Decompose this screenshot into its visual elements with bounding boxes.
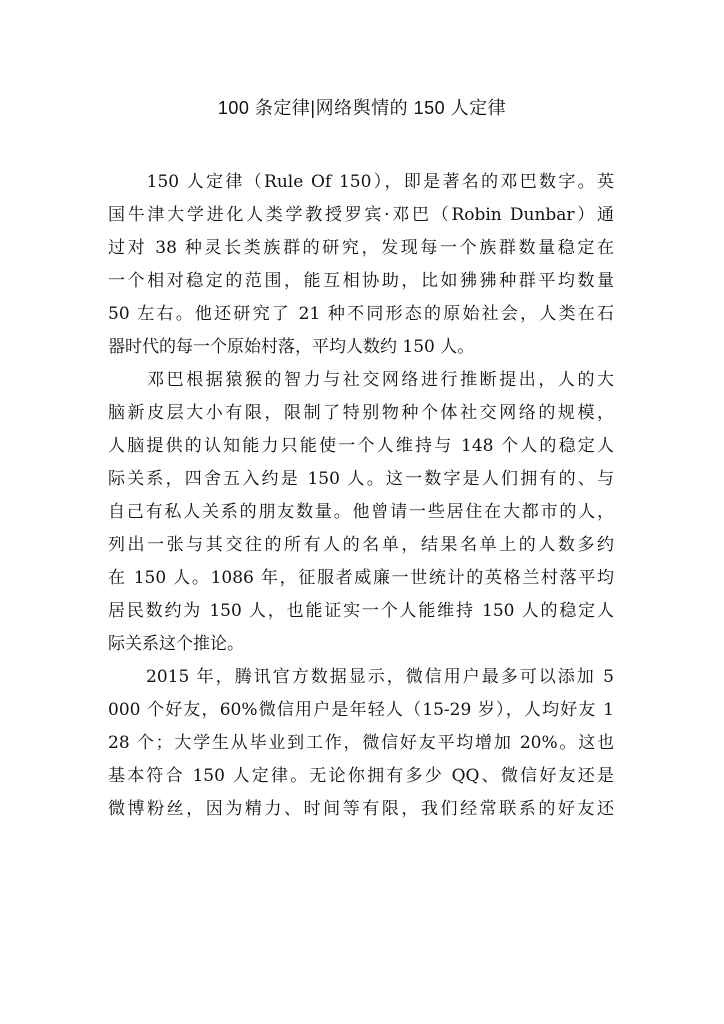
text-line: 人脑提供的认知能力只能使一个人维持与 148 个人的稳定人 — [108, 436, 614, 456]
text-line: 际关系这个推论。 — [108, 634, 244, 654]
text-line: 国牛津大学进化人类学教授罗宾·邓巴（Robin Dunbar）通 — [108, 205, 614, 225]
document-title: 100 条定律|网络舆情的 150 人定律 — [217, 98, 507, 118]
text-line: 一个相对稳定的范围，能互相协助，比如狒狒种群平均数量 — [108, 271, 614, 291]
text-line: 28 个；大学生从毕业到工作，微信好友平均增加 20%。这也 — [108, 733, 614, 753]
text-line: 列出一张与其交往的所有人的名单，结果名单上的人数多约 — [108, 535, 614, 555]
text-line: 50 左右。他还研究了 21 种不同形态的原始社会，人类在石 — [108, 304, 614, 324]
text-line: 150 人定律（Rule Of 150），即是著名的邓巴数字。英 — [108, 172, 614, 192]
text-line: 000 个好友，60%微信用户是年轻人（15-29 岁），人均好友 1 — [108, 700, 614, 720]
document-body — [108, 166, 614, 826]
text-line: 际关系，四舍五入约是 150 人。这一数字是人们拥有的、与 — [108, 469, 614, 489]
text-line: 过对 38 种灵长类族群的研究，发现每一个族群数量稳定在 — [108, 238, 614, 258]
paragraph-3 — [108, 661, 614, 826]
text-line: 脑新皮层大小有限，限制了特别物种个体社交网络的规模， — [108, 403, 614, 423]
text-line: 居民数约为 150 人，也能证实一个人能维持 150 人的稳定人 — [108, 601, 614, 621]
text-line: 微博粉丝，因为精力、时间等有限，我们经常联系的好友还 — [108, 799, 614, 819]
text-line: 邓巴根据猿猴的智力与社交网络进行推断提出，人的大 — [108, 370, 614, 390]
text-line: 器时代的每一个原始村落，平均人数约 150 人。 — [108, 337, 475, 357]
text-line: 自己有私人关系的朋友数量。他曾请一些居住在大都市的人， — [108, 502, 614, 522]
text-line: 在 150 人。1086 年，征服者威廉一世统计的英格兰村落平均 — [108, 568, 614, 588]
text-line: 基本符合 150 人定律。无论你拥有多少 QQ、微信好友还是 — [108, 766, 614, 786]
text-line: 2015 年，腾讯官方数据显示，微信用户最多可以添加 5 — [108, 667, 614, 687]
paragraph-2 — [108, 364, 614, 661]
paragraph-1 — [108, 166, 614, 364]
